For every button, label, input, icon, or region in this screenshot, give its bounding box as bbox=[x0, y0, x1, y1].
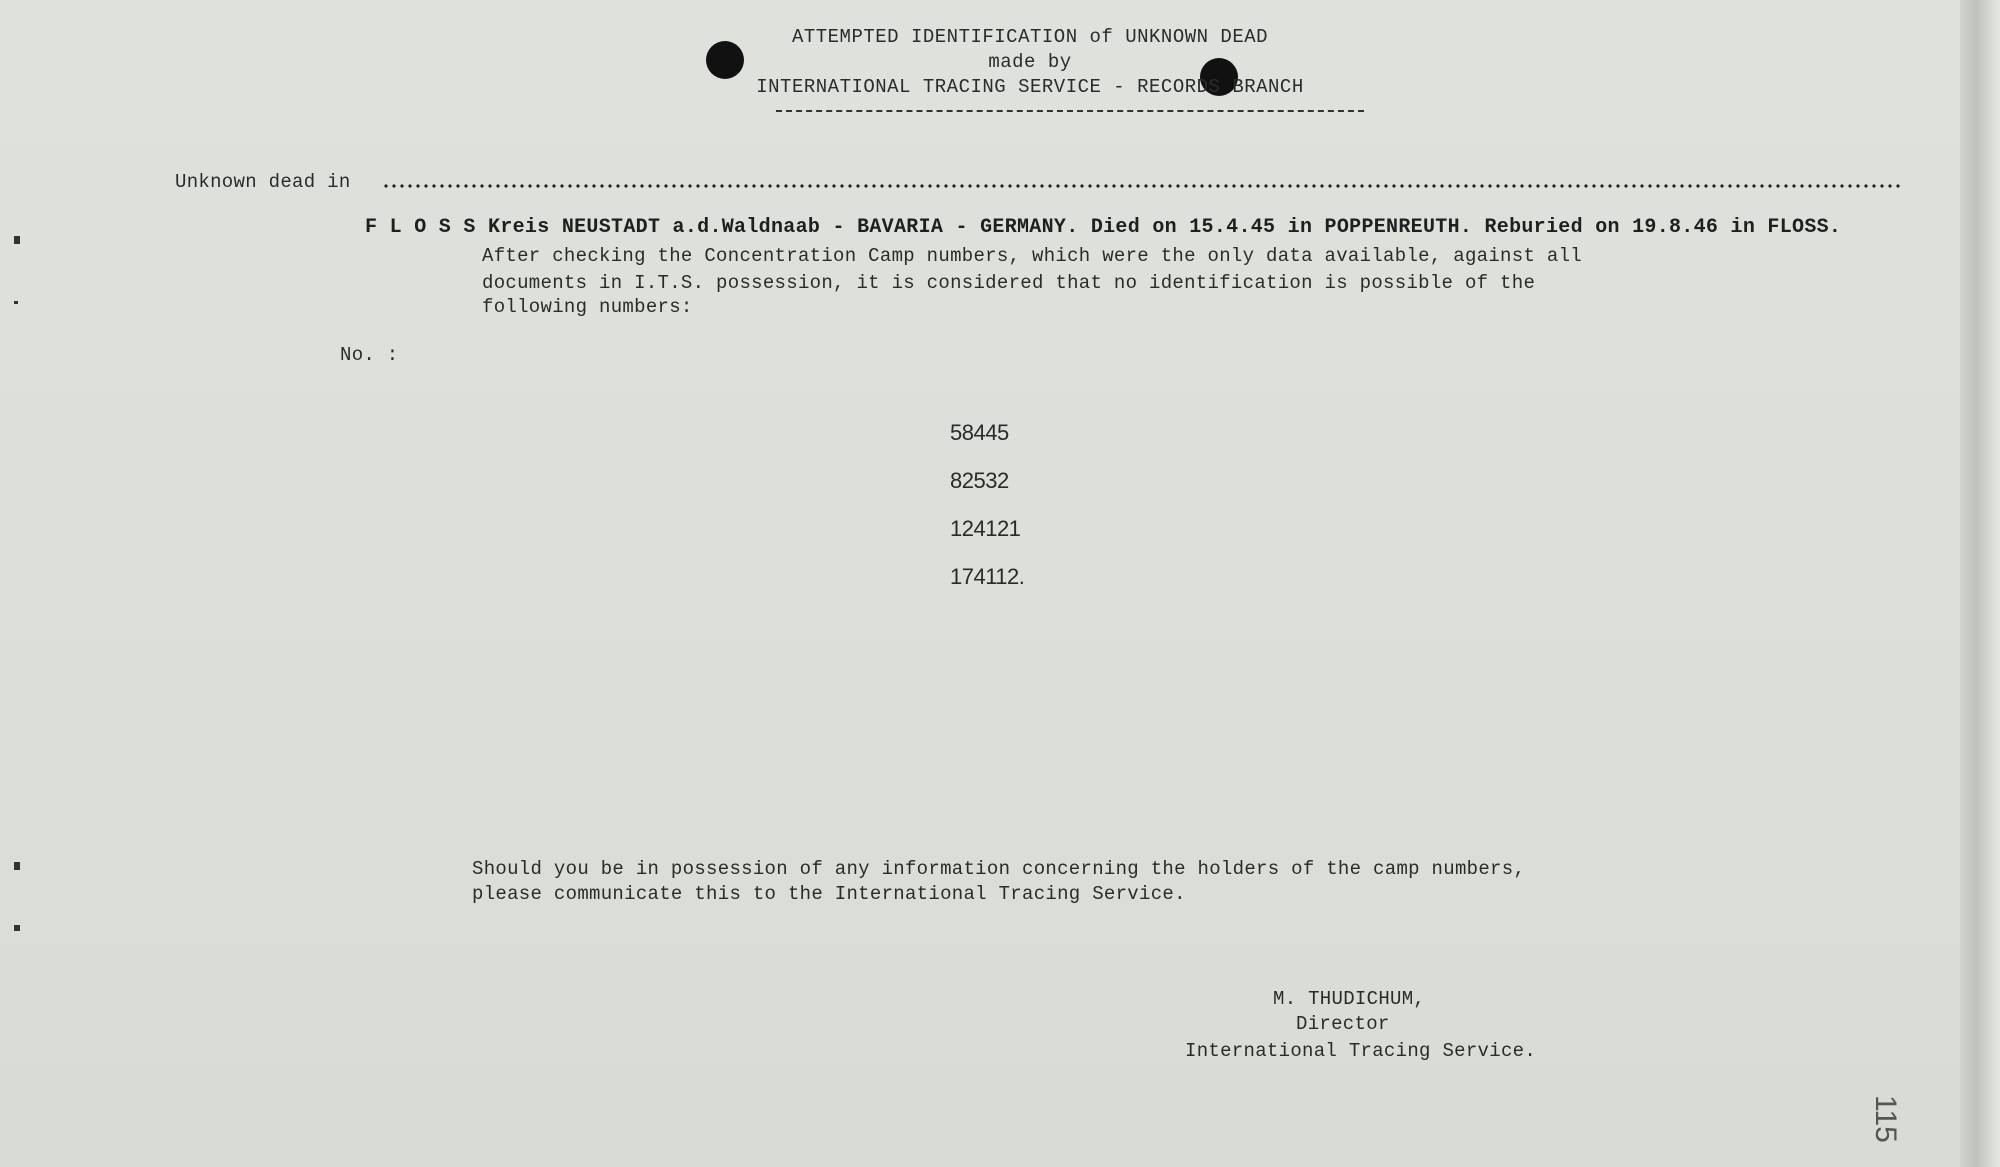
margin-mark bbox=[14, 862, 20, 870]
camp-number: 174112. bbox=[950, 564, 1025, 589]
margin-mark bbox=[14, 925, 20, 931]
unknown-dead-label: Unknown dead in bbox=[175, 171, 351, 193]
numbers-label: No. : bbox=[340, 344, 399, 366]
location-line: F L O S S Kreis NEUSTADT a.d.Waldnaab - BAVARIA - GERMANY. Died on 15.4.45 in POPPENREUTH. Reburied on 19.8.46 in FLOSS. bbox=[365, 216, 1842, 239]
signatory-name: M. THUDICHUM, bbox=[1273, 988, 1426, 1010]
paragraph-line-1: After checking the Concentration Camp numbers, which were the only data available, against all bbox=[482, 245, 1582, 267]
signatory-title: Director bbox=[1296, 1013, 1390, 1035]
dotted-leader bbox=[382, 183, 1904, 189]
margin-mark bbox=[14, 301, 18, 304]
signatory-organization: International Tracing Service. bbox=[1185, 1040, 1537, 1062]
margin-mark bbox=[14, 236, 20, 244]
header-branch: INTERNATIONAL TRACING SERVICE - RECORDS BRANCH bbox=[756, 76, 1304, 98]
camp-number: 82532 bbox=[950, 468, 1009, 493]
page-number: 115 bbox=[1869, 1095, 1902, 1143]
header-underline bbox=[776, 110, 1364, 112]
page-edge bbox=[1960, 0, 2000, 1167]
closing-line-2: please communicate this to the International Tracing Service. bbox=[472, 883, 1186, 905]
paragraph-line-2: documents in I.T.S. possession, it is considered that no identification is possible of the bbox=[482, 272, 1536, 294]
header-title: ATTEMPTED IDENTIFICATION of UNKNOWN DEAD bbox=[791, 26, 1269, 48]
paragraph-line-3: following numbers: bbox=[482, 296, 693, 318]
camp-number: 124121 bbox=[950, 516, 1021, 541]
header-made-by: made by bbox=[988, 51, 1072, 73]
closing-line-1: Should you be in possession of any information concerning the holders of the camp numbers, bbox=[472, 858, 1526, 880]
camp-number: 58445 bbox=[950, 420, 1009, 445]
